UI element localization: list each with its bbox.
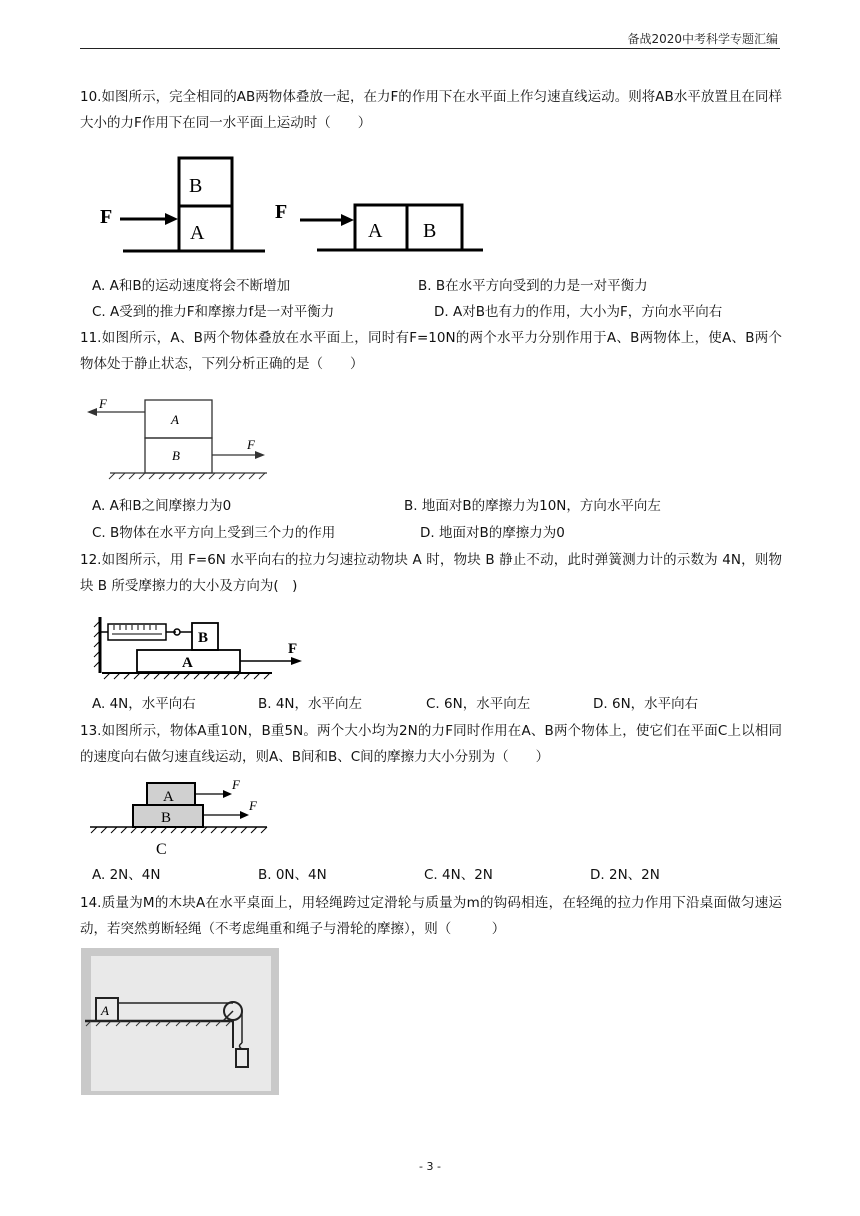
block-a-label: A	[182, 655, 193, 671]
q12-option-c[interactable]: C. 6N，水平向左	[426, 696, 531, 712]
question-13-text: 13.如图所示，物体A重10N，B重5N。两个大小均为2N的力F同时作用在A、B两个物体上，使它们在平面C上以相同的速度向右做匀速直线运动，则A、B间和B、C间的摩擦力大小分别为（ ）	[80, 723, 782, 765]
q12-option-a[interactable]: A. 4N，水平向右	[92, 696, 196, 712]
force-label-f: F	[275, 201, 288, 223]
page-header: 备战2020中考科学专题汇编	[627, 32, 778, 46]
force-label-f: F	[249, 798, 257, 813]
force-label-f: F	[100, 206, 113, 228]
block-b-label: B	[161, 810, 172, 826]
question-14-text: 14.质量为M的木块A在水平桌面上，用轻绳跨过定滑轮与质量为m的钩码相连，在轻绳的拉力作用下沿桌面做匀速运动，若突然剪断轻绳（不考虑绳重和绳子与滑轮的摩擦），则（ ）	[80, 895, 782, 937]
spring-scale	[108, 624, 166, 640]
q13-option-d[interactable]: D. 2N、2N	[590, 867, 660, 883]
question-10-text: 10.如图所示，完全相同的AB两物体叠放一起，在力F的作用下在水平面上作匀速直线运动。则将AB水平放置且在同样大小的力F作用下在同一水平面上运动时（ ）	[80, 89, 782, 131]
q11-option-b[interactable]: B. 地面对B的摩擦力为10N，方向水平向左	[404, 498, 661, 514]
force-arrow-head	[87, 408, 97, 416]
q11-option-d[interactable]: D. 地面对B的摩擦力为0	[420, 525, 565, 541]
q11-option-c[interactable]: C. B物体在水平方向上受到三个力的作用	[92, 525, 336, 541]
q12-option-b[interactable]: B. 4N，水平向左	[258, 696, 363, 712]
force-label-f: F	[99, 396, 107, 411]
q10-option-d[interactable]: D. A对B也有力的作用，大小为F，方向水平向右	[434, 304, 723, 320]
q10-option-c[interactable]: C. A受到的推力F和摩擦力f是一对平衡力	[92, 304, 335, 320]
force-arrow-head	[240, 811, 249, 819]
block-a-label: A	[171, 412, 179, 427]
force-arrow-head	[165, 213, 178, 225]
force-arrow-head	[223, 790, 232, 798]
block-b	[179, 158, 232, 206]
question-12-text: 12.如图所示，用 F=6N 水平向右的拉力匀速拉动物块 A 时，物块 B 静止不动，此时弹簧测力计的示数为 4N，则物块 B 所受摩擦力的大小及方向为( )	[80, 552, 782, 594]
page-number: - 3 -	[419, 1160, 441, 1173]
question-11-text: 11.如图所示，A、B两个物体叠放在水平面上，同时有F=10N的两个水平力分别作用于A、B两物体上，使A、B两个物体处于静止状态，下列分析正确的是（ ）	[80, 330, 782, 372]
block-b-label: B	[189, 175, 203, 197]
force-label-f: F	[232, 777, 240, 792]
block-a-label: A	[368, 220, 383, 242]
question-11-figure	[85, 395, 270, 480]
question-13-figure	[85, 777, 275, 859]
force-arrow-head	[291, 657, 302, 665]
force-label-f: F	[288, 641, 298, 657]
question-12-figure	[92, 615, 307, 685]
block-a	[179, 206, 232, 251]
q13-option-a[interactable]: A. 2N、4N	[92, 867, 161, 883]
question-10-figure	[95, 150, 490, 255]
block-b-label: B	[198, 630, 209, 646]
ground-hatching	[109, 473, 265, 479]
block-a-label: A	[190, 222, 205, 244]
q13-option-b[interactable]: B. 0N、4N	[258, 867, 327, 883]
q11-option-a[interactable]: A. A和B之间摩擦力为0	[92, 498, 232, 514]
block-a-label: A	[101, 1003, 109, 1018]
block-b-label: B	[423, 220, 437, 242]
q13-option-c[interactable]: C. 4N、2N	[424, 867, 493, 883]
surface-c-label: C	[156, 841, 167, 858]
q10-option-b[interactable]: B. B在水平方向受到的力是一对平衡力	[418, 278, 648, 294]
force-arrow-head	[255, 451, 265, 459]
header-rule	[80, 48, 780, 49]
force-label-f: F	[247, 437, 255, 452]
block-a-label: A	[163, 789, 174, 805]
block-b-label: B	[172, 448, 180, 463]
question-14-figure	[81, 948, 279, 1095]
q12-option-d[interactable]: D. 6N，水平向右	[593, 696, 699, 712]
force-arrow-head	[341, 214, 354, 226]
q10-option-a[interactable]: A. A和B的运动速度将会不断增加	[92, 278, 291, 294]
